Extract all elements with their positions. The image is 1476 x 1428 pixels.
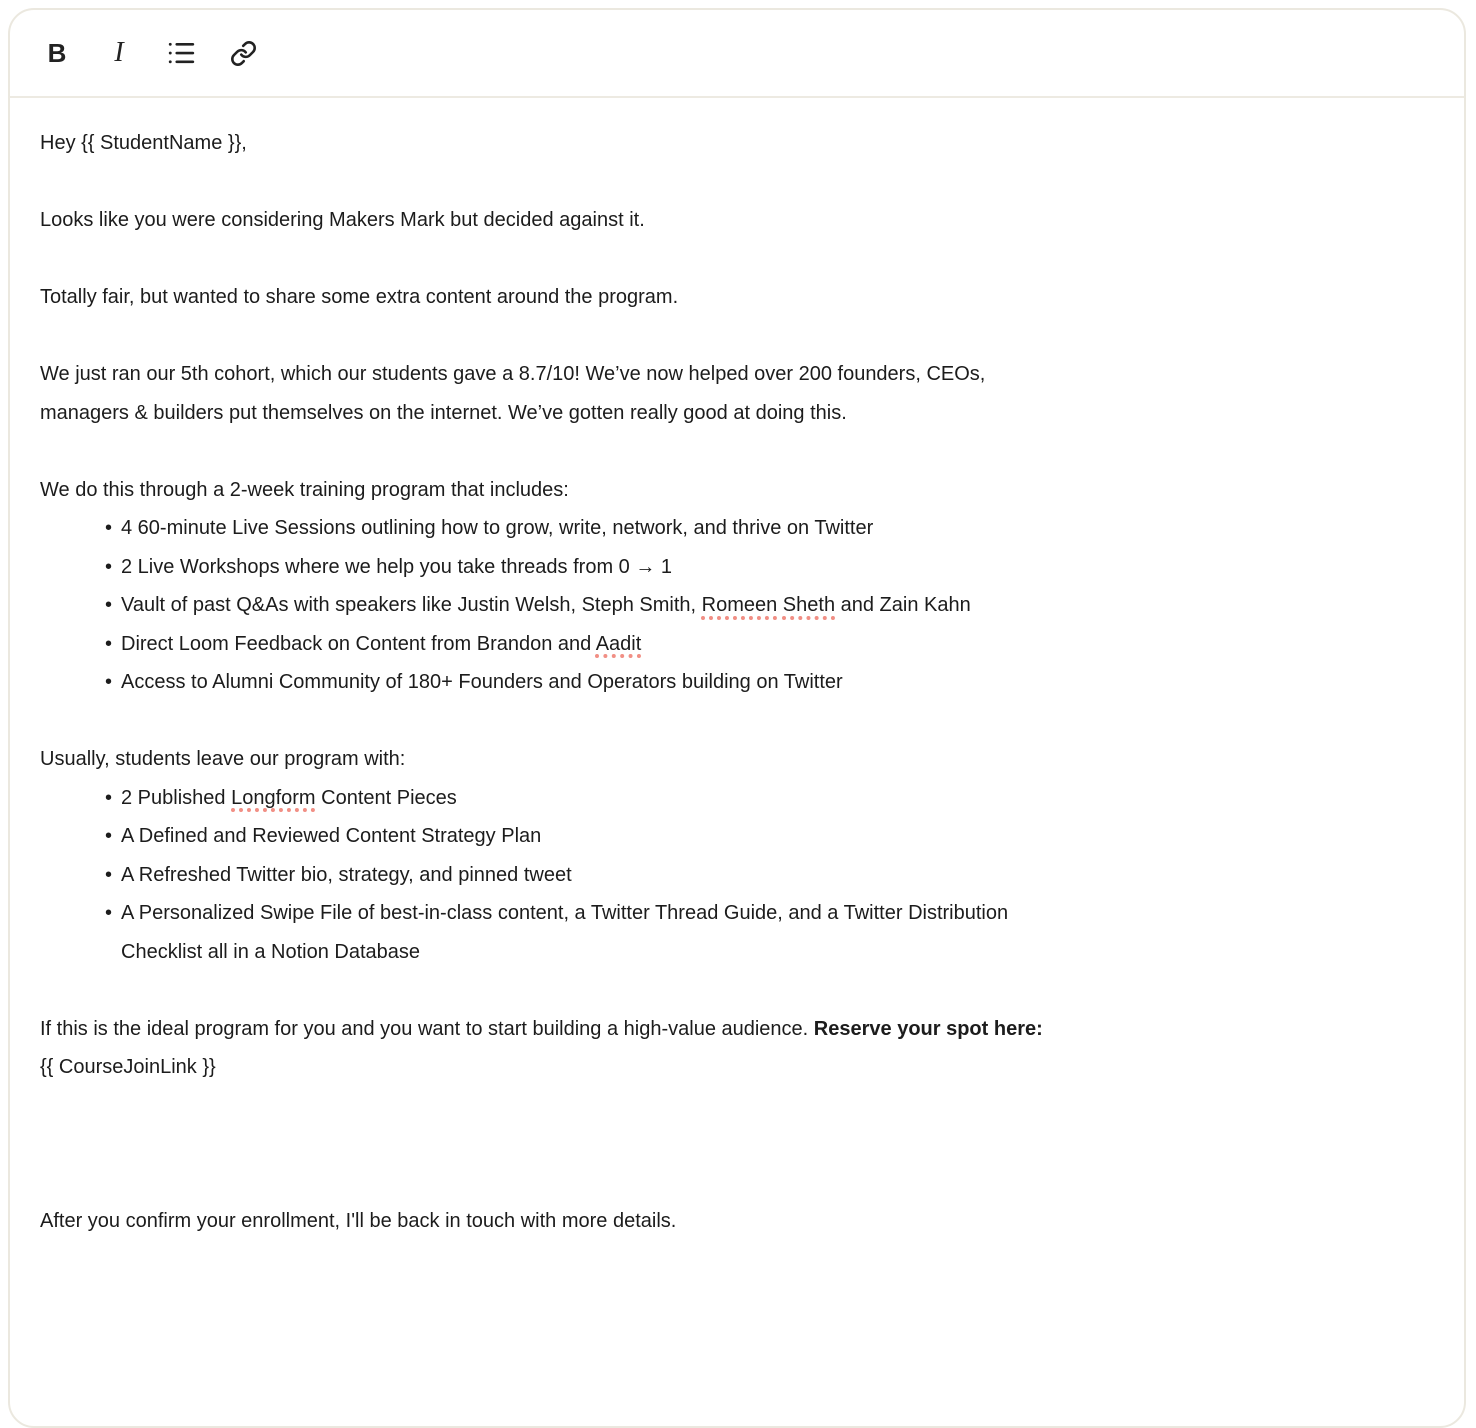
bold-button[interactable] bbox=[38, 34, 76, 72]
list-item-text: and Zain Kahn bbox=[835, 594, 971, 616]
paragraph bbox=[40, 201, 1426, 240]
formatting-toolbar bbox=[10, 10, 1464, 98]
bullet-list-button[interactable] bbox=[162, 34, 200, 72]
paragraph bbox=[40, 355, 1426, 432]
list-item-text: Access to Alumni Community of 180+ Founders and Operators building on Twitter bbox=[121, 671, 843, 693]
merge-tag-text: {{ CourseJoinLink }} bbox=[40, 1056, 216, 1078]
list-item-text: 4 60-minute Live Sessions outlining how to grow, write, network, and thrive on Twitter bbox=[121, 517, 874, 539]
list-item-text: Checklist all in a Notion Database bbox=[121, 940, 421, 963]
list-item bbox=[105, 856, 1426, 895]
misspelled-word: Aadit bbox=[595, 632, 642, 655]
paragraph-text: Looks like you were considering Makers Mark but decided against it. bbox=[40, 209, 645, 231]
misspelled-word: Sheth bbox=[782, 594, 836, 616]
misspelled-word: Longform bbox=[231, 786, 316, 809]
bold-icon: B bbox=[47, 38, 67, 68]
paragraph bbox=[40, 1202, 1426, 1241]
paragraph-text: We just ran our 5th cohort, which our students gave a 8.7/10! We’ve now helped over 200 founders, CEOs, bbox=[40, 363, 986, 385]
list-intro-paragraph bbox=[40, 740, 1426, 779]
misspelled-word: Romeen bbox=[701, 594, 778, 616]
list-item bbox=[105, 817, 1426, 856]
list-item bbox=[105, 586, 1426, 625]
paragraph-text: managers & builders put themselves on the internet. We’ve gotten really good at doing this. bbox=[40, 401, 847, 424]
greeting-paragraph bbox=[40, 124, 1426, 163]
bullet-list-icon bbox=[166, 38, 196, 68]
list-item-text: Vault of past Q&As with speakers like Justin Welsh, Steph Smith, bbox=[121, 594, 702, 616]
list-item bbox=[105, 509, 1426, 548]
empty-line bbox=[40, 1125, 1426, 1164]
list-item-text: A Refreshed Twitter bio, strategy, and pinned tweet bbox=[121, 863, 572, 886]
greeting-text: Hey {{ StudentName }}, bbox=[40, 132, 247, 154]
list-item bbox=[105, 548, 1426, 587]
bold-text: Reserve your spot here: bbox=[813, 1017, 1043, 1040]
list-item bbox=[105, 663, 1426, 702]
paragraph-text: Totally fair, but wanted to share some extra content around the program. bbox=[40, 286, 679, 308]
paragraph-text: If this is the ideal program for you and you want to start building a high-value audience. bbox=[40, 1017, 814, 1040]
cta-paragraph bbox=[40, 1010, 1426, 1087]
list-item-text: 2 Published bbox=[121, 786, 232, 809]
email-editor bbox=[8, 8, 1466, 1428]
list-item-text: A Defined and Reviewed Content Strategy Plan bbox=[121, 825, 542, 847]
link-button[interactable] bbox=[224, 34, 262, 72]
italic-icon: I bbox=[114, 37, 124, 68]
editor-body[interactable] bbox=[10, 98, 1464, 1319]
paragraph bbox=[40, 278, 1426, 317]
list-item bbox=[105, 779, 1426, 818]
italic-button[interactable] bbox=[100, 34, 138, 72]
list-item-text: Direct Loom Feedback on Content from Brandon and bbox=[121, 632, 596, 655]
link-icon bbox=[230, 40, 257, 67]
paragraph-text: Usually, students leave our program with: bbox=[40, 748, 406, 770]
outcomes-bullet-list bbox=[40, 779, 1426, 972]
list-item-text: A Personalized Swipe File of best-in-class content, a Twitter Thread Guide, and a Twitter Distribution bbox=[121, 902, 1009, 924]
paragraph-text: We do this through a 2-week training program that includes: bbox=[40, 478, 569, 501]
list-intro-paragraph bbox=[40, 471, 1426, 510]
list-item-text: Content Pieces bbox=[315, 786, 457, 809]
program-bullet-list bbox=[40, 509, 1426, 702]
paragraph-text: After you confirm your enrollment, I'll be back in touch with more details. bbox=[40, 1210, 677, 1232]
list-item-text: 2 Live Workshops where we help you take threads from 0 → 1 bbox=[121, 555, 673, 578]
list-item bbox=[105, 625, 1426, 664]
list-item bbox=[105, 894, 1426, 971]
